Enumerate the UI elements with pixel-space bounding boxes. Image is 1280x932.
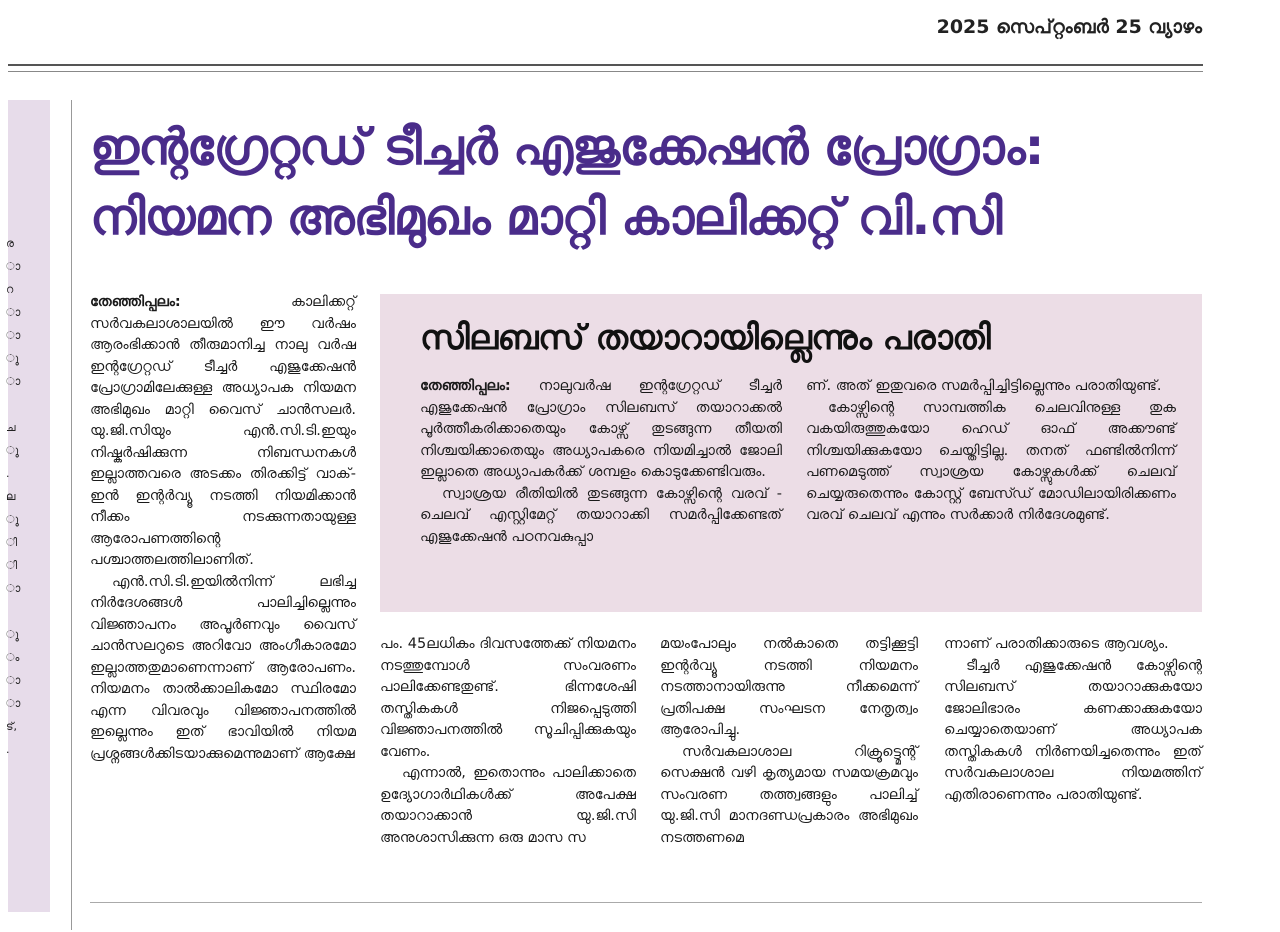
fragment: ല	[6, 490, 16, 503]
sidebar-column-2	[806, 376, 1176, 527]
fragment: ാ	[6, 306, 21, 319]
fragment: ി	[6, 536, 18, 549]
article-column-2	[380, 634, 636, 849]
fragment: .	[6, 743, 10, 756]
fragment: ാ	[6, 582, 21, 595]
headline	[90, 112, 1200, 252]
footer-rule	[90, 902, 1202, 903]
paragraph: സർവകലാശാല റിക്രൂട്ട്മെന്റ് സെക്ഷൻ വഴി കൃത്യമായ സമയക്രമവും സംവരണ തത്ത്വങ്ങളും പാലിച്ച് യു.ജി.സി മാനദണ്ഡപ്രകാരം അഭിമുഖം നടത്തണമെ	[660, 743, 918, 846]
column-divider	[71, 100, 72, 930]
paragraph: പം. 45ലധികം ദിവസത്തേക്ക് നിയമനം നടത്തുമ്പോൾ സംവരണം പാലിക്കേണ്ടതുണ്ട്. ഭിന്നശേഷി തസ്തികകൾ നിജപ്പെടുത്തി വിജ്ഞാപനത്തിൽ സൂചിപ്പിക്കുകയും വേണം.	[380, 636, 636, 760]
fragment: ു	[6, 513, 19, 526]
paragraph-text: കാലിക്കറ്റ് സർവകലാശാലയിൽ ഈ വർഷം ആരംഭിക്കാൻ തീരുമാനിച്ച നാലു വർഷ ഇന്റഗ്രേറ്റഡ് ടീച്ചർ എജുക്കേഷൻ പ്രോഗ്രാമിലേക്കുള്ള അധ്യാപക നിയമന അഭിമുഖം മാറ്റി വൈസ് ചാൻസലർ. യു.ജി.സിയും എൻ.സി.ടി.ഇയും നിഷ്കർഷിക്കുന്ന നിബന്ധനകൾ ഇല്ലാത്തവരെ അടക്കം തിരക്കിട്ട് വാക്-ഇൻ ഇന്റർവ്യൂ നടത്തി നിയമിക്കാൻ നീക്കം നടക്കുന്നതായുള്ള ആരോപണത്തിന്റെ പശ്ചാത്തലത്തിലാണിത്.	[90, 294, 356, 568]
fragment	[6, 600, 16, 623]
fragment: ാ	[6, 329, 21, 342]
fragment: ു	[6, 444, 19, 457]
fragment: ി	[6, 559, 18, 572]
sidebar-title: സിലബസ് തയാറായില്ലെന്നും പരാതി	[420, 318, 991, 358]
fragment: ാ	[6, 697, 21, 710]
fragment: ാ	[6, 375, 21, 388]
paragraph: എന്നാൽ, ഇതൊന്നും പാലിക്കാതെ ഉദ്യോഗാർഥികൾക്ക് അപേക്ഷ തയാറാക്കാൻ യു.ജി.സി അനുശാസിക്കുന്ന ഒരു മാസ സ	[380, 765, 636, 846]
paragraph	[90, 292, 356, 572]
fragment: റ	[6, 283, 14, 296]
fragment: ച	[6, 421, 16, 434]
fragment: ര	[6, 237, 14, 250]
adjacent-column-fragments	[6, 232, 21, 761]
paragraph: മയംപോലും നൽകാതെ തട്ടിക്കൂട്ടി ഇന്റർവ്യൂ നടത്തി നിയമനം നടത്താനായിരുന്നു നീക്കമെന്ന് പ്രതിപക്ഷ സംഘടന നേതൃത്വം ആരോപിച്ചു.	[660, 636, 918, 738]
dateline: തേഞ്ഞിപ്പലം:	[90, 294, 181, 310]
article-column-3	[660, 634, 918, 849]
paragraph: ടീച്ചർ എജുക്കേഷൻ കോഴ്സിന്റെ സിലബസ് തയാറാക്കുകയോ ജോലിഭാരം കണക്കാക്കുകയോ ചെയ്യാതെയാണ് അധ്യാപക തസ്തികകൾ നിർണയിച്ചതെന്നും ഇത് സർവകലാശാല നിയമത്തിന് എതിരാണെന്നും പരാതിയുണ്ട്.	[944, 657, 1202, 803]
header-rule	[8, 64, 1203, 66]
fragment: .	[6, 467, 10, 480]
paragraph: എൻ.സി.ടി.ഇയിൽനിന്ന് ലഭിച്ച നിർദേശങ്ങൾ പാലിച്ചില്ലെന്നും വിജ്ഞാപനം അപൂർണവും വൈസ് ചാൻസലറുടെ അറിവോ അംഗീകാരമോ ഇല്ലാത്തതുമാണെന്നാണ് ആരോപണം. നിയമനം താൽക്കാലികമോ സ്ഥിരമോ എന്ന വിവരവും വിജ്ഞാപനത്തിൽ ഇല്ലെന്നും ഇത് ഭാവിയിൽ നിയമ പ്രശ്നങ്ങൾക്കിടയാക്കുമെന്നുമാണ് ആക്ഷേ	[90, 573, 356, 762]
paragraph: ണ്. അത് ഇതുവരെ സമർപ്പിച്ചിട്ടില്ലെന്നും പരാതിയുണ്ട്.	[806, 378, 1162, 394]
fragment: ട്,	[6, 720, 17, 733]
headline-line-1: ഇന്റഗ്രേറ്റഡ് ടീച്ചർ എജുക്കേഷൻ പ്രോഗ്രാം:	[90, 118, 1044, 176]
paragraph	[420, 376, 782, 484]
fragment: ു	[6, 352, 19, 365]
article-column-1	[90, 292, 356, 765]
issue-date: 2025 സെപ്റ്റംബർ 25 വ്യാഴം	[936, 16, 1202, 38]
article-column-4	[944, 634, 1202, 806]
paragraph: സ്വാശ്രയ രീതിയിൽ തുടങ്ങുന്ന കോഴ്സിന്റെ വരവ് - ചെലവ് എസ്റ്റിമേറ്റ് തയാറാക്കി സമർപ്പിക്കേണ്ടത് എജുക്കേഷൻ പഠനവകുപ്പാ	[420, 485, 782, 545]
header-rule-thin	[8, 71, 1203, 72]
paragraph: കോഴ്സിന്റെ സാമ്പത്തിക ചെലവിനുള്ള തുക വകയിരുത്തുകയോ ഹെഡ് ഓഫ് അക്കൗണ്ട് നിശ്ചയിക്കുകയോ ചെയ്തിട്ടില്ല. തനത് ഫണ്ടിൽനിന്ന് പണമെടുത്ത് സ്വാശ്രയ കോഴ്സുകൾക്ക് ചെലവ് ചെയ്യരുതെന്നും കോസ്റ്റ് ബേസ്ഡ് മോഡിലായിരിക്കണം വരവ് ചെലവ് എന്നും സർക്കാർ നിർദേശമുണ്ട്.	[806, 399, 1176, 523]
paragraph-text: നാലുവർഷ ഇന്റഗ്രേറ്റഡ് ടീച്ചർ എജുക്കേഷൻ പ്രോഗ്രാം സിലബസ് തയാറാക്കൽ പൂർത്തീകരിക്കാതെയും കോഴ്സ് തുടങ്ങുന്ന തീയതി നിശ്ചയിക്കാതെയും അധ്യാപകരെ നിയമിച്ചാൽ ജോലി ഇല്ലാതെ അധ്യാപകർക്ക് ശമ്പളം കൊടുക്കേണ്ടിവരും.	[420, 378, 782, 480]
sidebar-column-1	[420, 376, 782, 548]
fragment: ം	[6, 651, 20, 664]
paragraph: ന്നാണ് പരാതിക്കാരുടെ ആവശ്യം.	[944, 636, 1169, 652]
fragment	[6, 393, 16, 416]
fragment: ാ	[6, 260, 21, 273]
dateline: തേഞ്ഞിപ്പലം:	[420, 378, 511, 394]
headline-line-2: നിയമന അഭിമുഖം മാറ്റി കാലിക്കറ്റ് വി.സി	[90, 188, 1002, 246]
fragment: ു	[6, 628, 19, 641]
fragment: ാ	[6, 674, 21, 687]
